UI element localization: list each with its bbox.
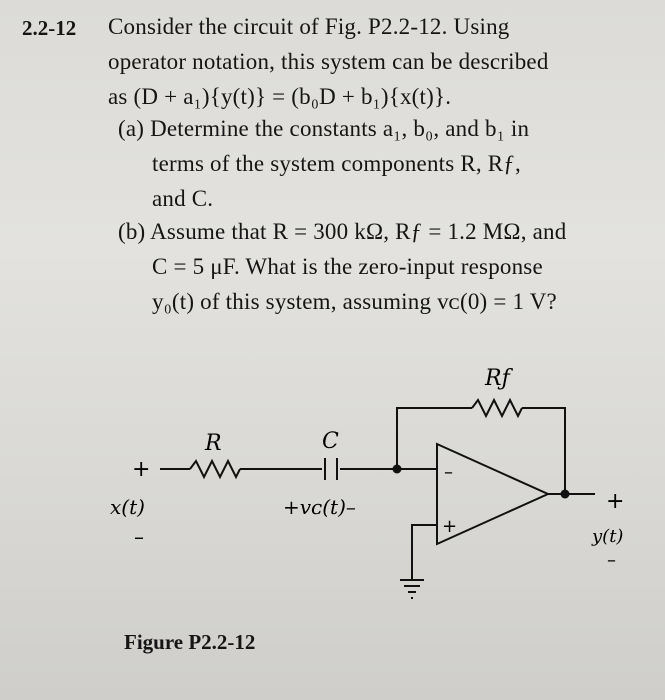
problem-text-line: operator notation, this system can be described bbox=[108, 49, 549, 74]
vc-label: +vᴄ(t)– bbox=[283, 495, 356, 519]
feedback-wire-right bbox=[522, 408, 565, 494]
problem-number: 2.2-12 bbox=[22, 16, 77, 40]
part-a-line: (a) Determine the constants a₁, b₀, and b₁ in bbox=[118, 116, 530, 141]
input-minus-label: – bbox=[134, 525, 144, 549]
part-b-line: y₀(t) of this system, assuming vᴄ(0) = 1 V? bbox=[152, 289, 557, 314]
rf-label: Rƒ bbox=[485, 366, 510, 391]
part-a-line: terms of the system components R, Rƒ, bbox=[152, 151, 521, 176]
input-plus-label: + bbox=[132, 457, 151, 482]
r-label: R bbox=[205, 431, 222, 456]
problem-text-line: as (D + a₁){y(t)} = (b₀D + b₁){x(t)}. bbox=[108, 84, 452, 109]
problem-text-line: Consider the circuit of Fig. P2.2-12. Using bbox=[108, 14, 510, 39]
feedback-wire-left bbox=[397, 408, 472, 469]
figure-caption: Figure P2.2-12 bbox=[124, 630, 256, 654]
part-a-line: and C. bbox=[152, 186, 214, 211]
output-minus-label: – bbox=[607, 550, 616, 571]
junction-dot-output bbox=[561, 490, 570, 499]
opamp-minus-label: – bbox=[444, 462, 453, 483]
part-b-line: (b) Assume that R = 300 kΩ, Rƒ = 1.2 MΩ, and bbox=[118, 219, 567, 244]
resistor-rf bbox=[472, 400, 522, 416]
wire-to-ground bbox=[412, 525, 437, 580]
c-label: C bbox=[322, 429, 339, 454]
input-label: x(t) bbox=[110, 495, 145, 519]
output-label: y(t) bbox=[592, 526, 624, 547]
resistor-r bbox=[190, 461, 240, 477]
opamp-plus-label: + bbox=[442, 516, 458, 537]
output-plus-label: + bbox=[606, 489, 625, 514]
junction-dot-node bbox=[393, 465, 402, 474]
part-b-line: C = 5 μF. What is the zero-input response bbox=[152, 254, 543, 279]
